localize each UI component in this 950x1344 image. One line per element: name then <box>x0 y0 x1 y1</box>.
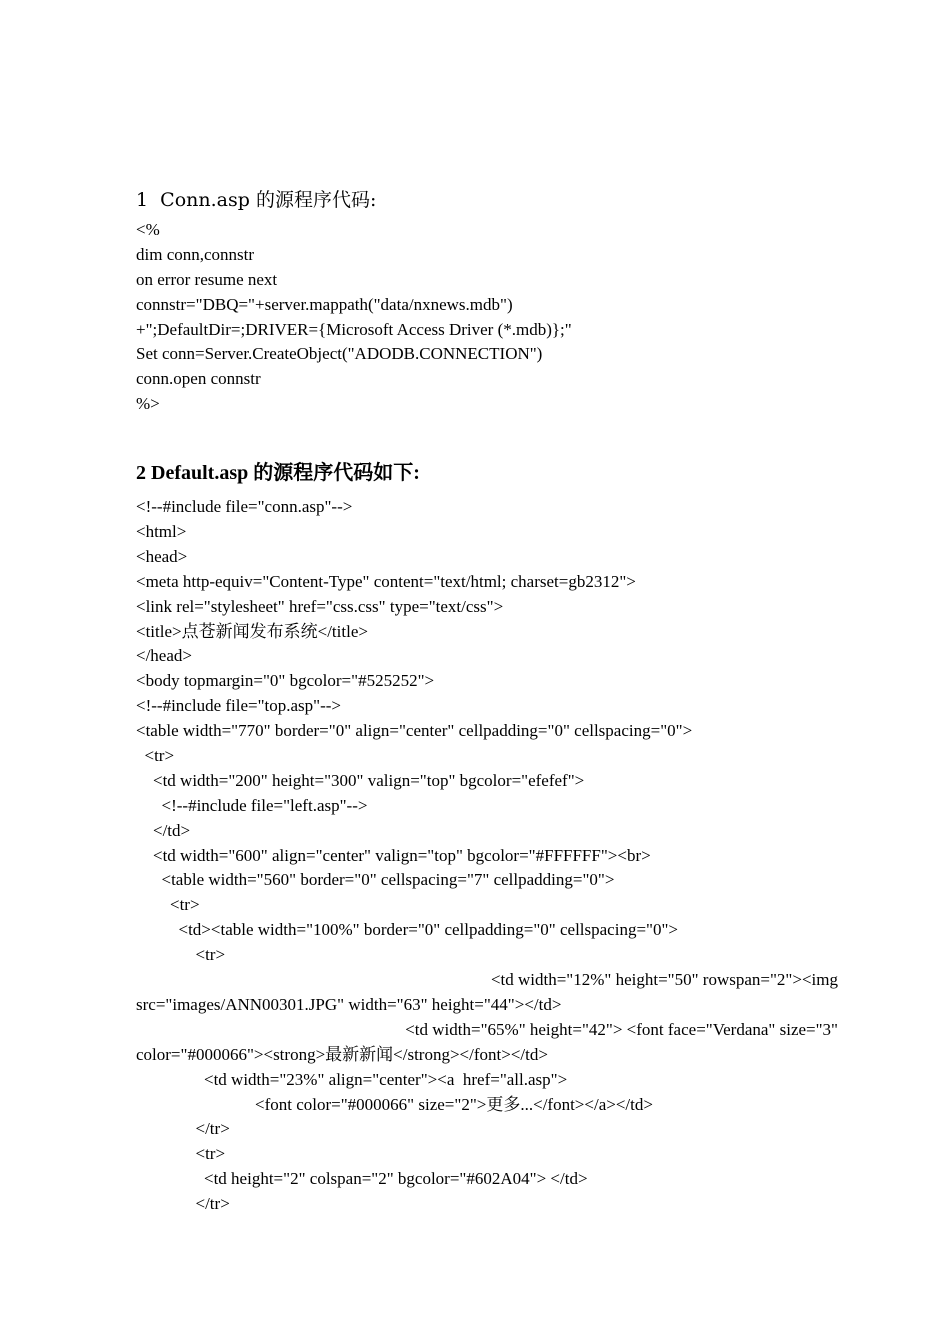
code-line: %> <box>136 394 160 414</box>
conn-asp-code <box>136 218 838 417</box>
code-line: <meta http-equiv="Content-Type" content="text/html; charset=gb2312"> <box>136 571 636 591</box>
document-content <box>136 184 838 1217</box>
code-line: <title>点苍新闻发布系统</title> <box>136 621 368 641</box>
code-line: <td height="2" colspan="2" bgcolor="#602A04"> </td> <box>136 1169 588 1189</box>
code-line: <table width="770" border="0" align="center" cellpadding="0" cellspacing="0"> <box>136 721 693 741</box>
code-line: +";DefaultDir=;DRIVER={Microsoft Access Driver (*.mdb)};" <box>136 319 572 339</box>
code-line: src="images/ANN00301.JPG" width="63" height="44"></td> <box>136 994 562 1014</box>
code-line: <% <box>136 220 160 239</box>
code-line: <td width="23%" align="center"><a href="all.asp"> <box>136 1069 568 1089</box>
code-line: <table width="560" border="0" cellspacing="7" cellpadding="0"> <box>136 870 615 890</box>
code-line: Set conn=Server.CreateObject("ADODB.CONNECTION") <box>136 344 543 364</box>
code-line: <head> <box>136 546 188 566</box>
code-line: <td width="12%" height="50" rowspan="2"><img <box>490 970 838 990</box>
code-line: connstr="DBQ="+server.mappath("data/nxnews.mdb") <box>136 294 513 314</box>
code-line: <!--#include file="left.asp"--> <box>136 795 368 815</box>
code-line: <td width="600" align="center" valign="top" bgcolor="#FFFFFF"><br> <box>136 845 651 865</box>
code-line: dim conn,connstr <box>136 244 255 264</box>
code-line: <tr> <box>136 895 200 915</box>
code-line: on error resume next <box>136 269 278 289</box>
code-line: color="#000066"><strong>最新新闻</strong></font></td> <box>136 1044 548 1064</box>
code-line: conn.open connstr <box>136 369 261 389</box>
section-spacer <box>136 417 838 457</box>
code-line: </tr> <box>136 1194 230 1214</box>
section-2-heading: 2 Default.asp 的源程序代码如下: <box>136 462 420 485</box>
code-line: <tr> <box>136 746 175 766</box>
code-line: <!--#include file="top.asp"--> <box>136 696 342 716</box>
code-line: </head> <box>136 646 192 666</box>
code-line: <body topmargin="0" bgcolor="#525252"> <box>136 671 435 691</box>
code-line: <tr> <box>136 945 226 965</box>
code-line: </tr> <box>136 1119 230 1139</box>
code-line: <td><table width="100%" border="0" cellpadding="0" cellspacing="0"> <box>136 920 678 940</box>
code-line: <font color="#000066" size="2">更多...</font></a></td> <box>136 1094 653 1114</box>
section-1-heading: 1 Conn.asp 的源程序代码: <box>136 189 377 211</box>
code-line: <!--#include file="conn.asp"--> <box>136 497 353 517</box>
code-line: <td width="200" height="300" valign="top" bgcolor="efefef"> <box>136 770 585 790</box>
code-line: <link rel="stylesheet" href="css.css" type="text/css"> <box>136 596 504 616</box>
code-line: <html> <box>136 522 187 542</box>
code-line: </td> <box>136 820 191 840</box>
code-line: <tr> <box>136 1144 226 1164</box>
default-asp-code <box>136 495 838 1217</box>
code-line: <td width="65%" height="42"> <font face="Verdana" size="3" <box>405 1019 838 1039</box>
